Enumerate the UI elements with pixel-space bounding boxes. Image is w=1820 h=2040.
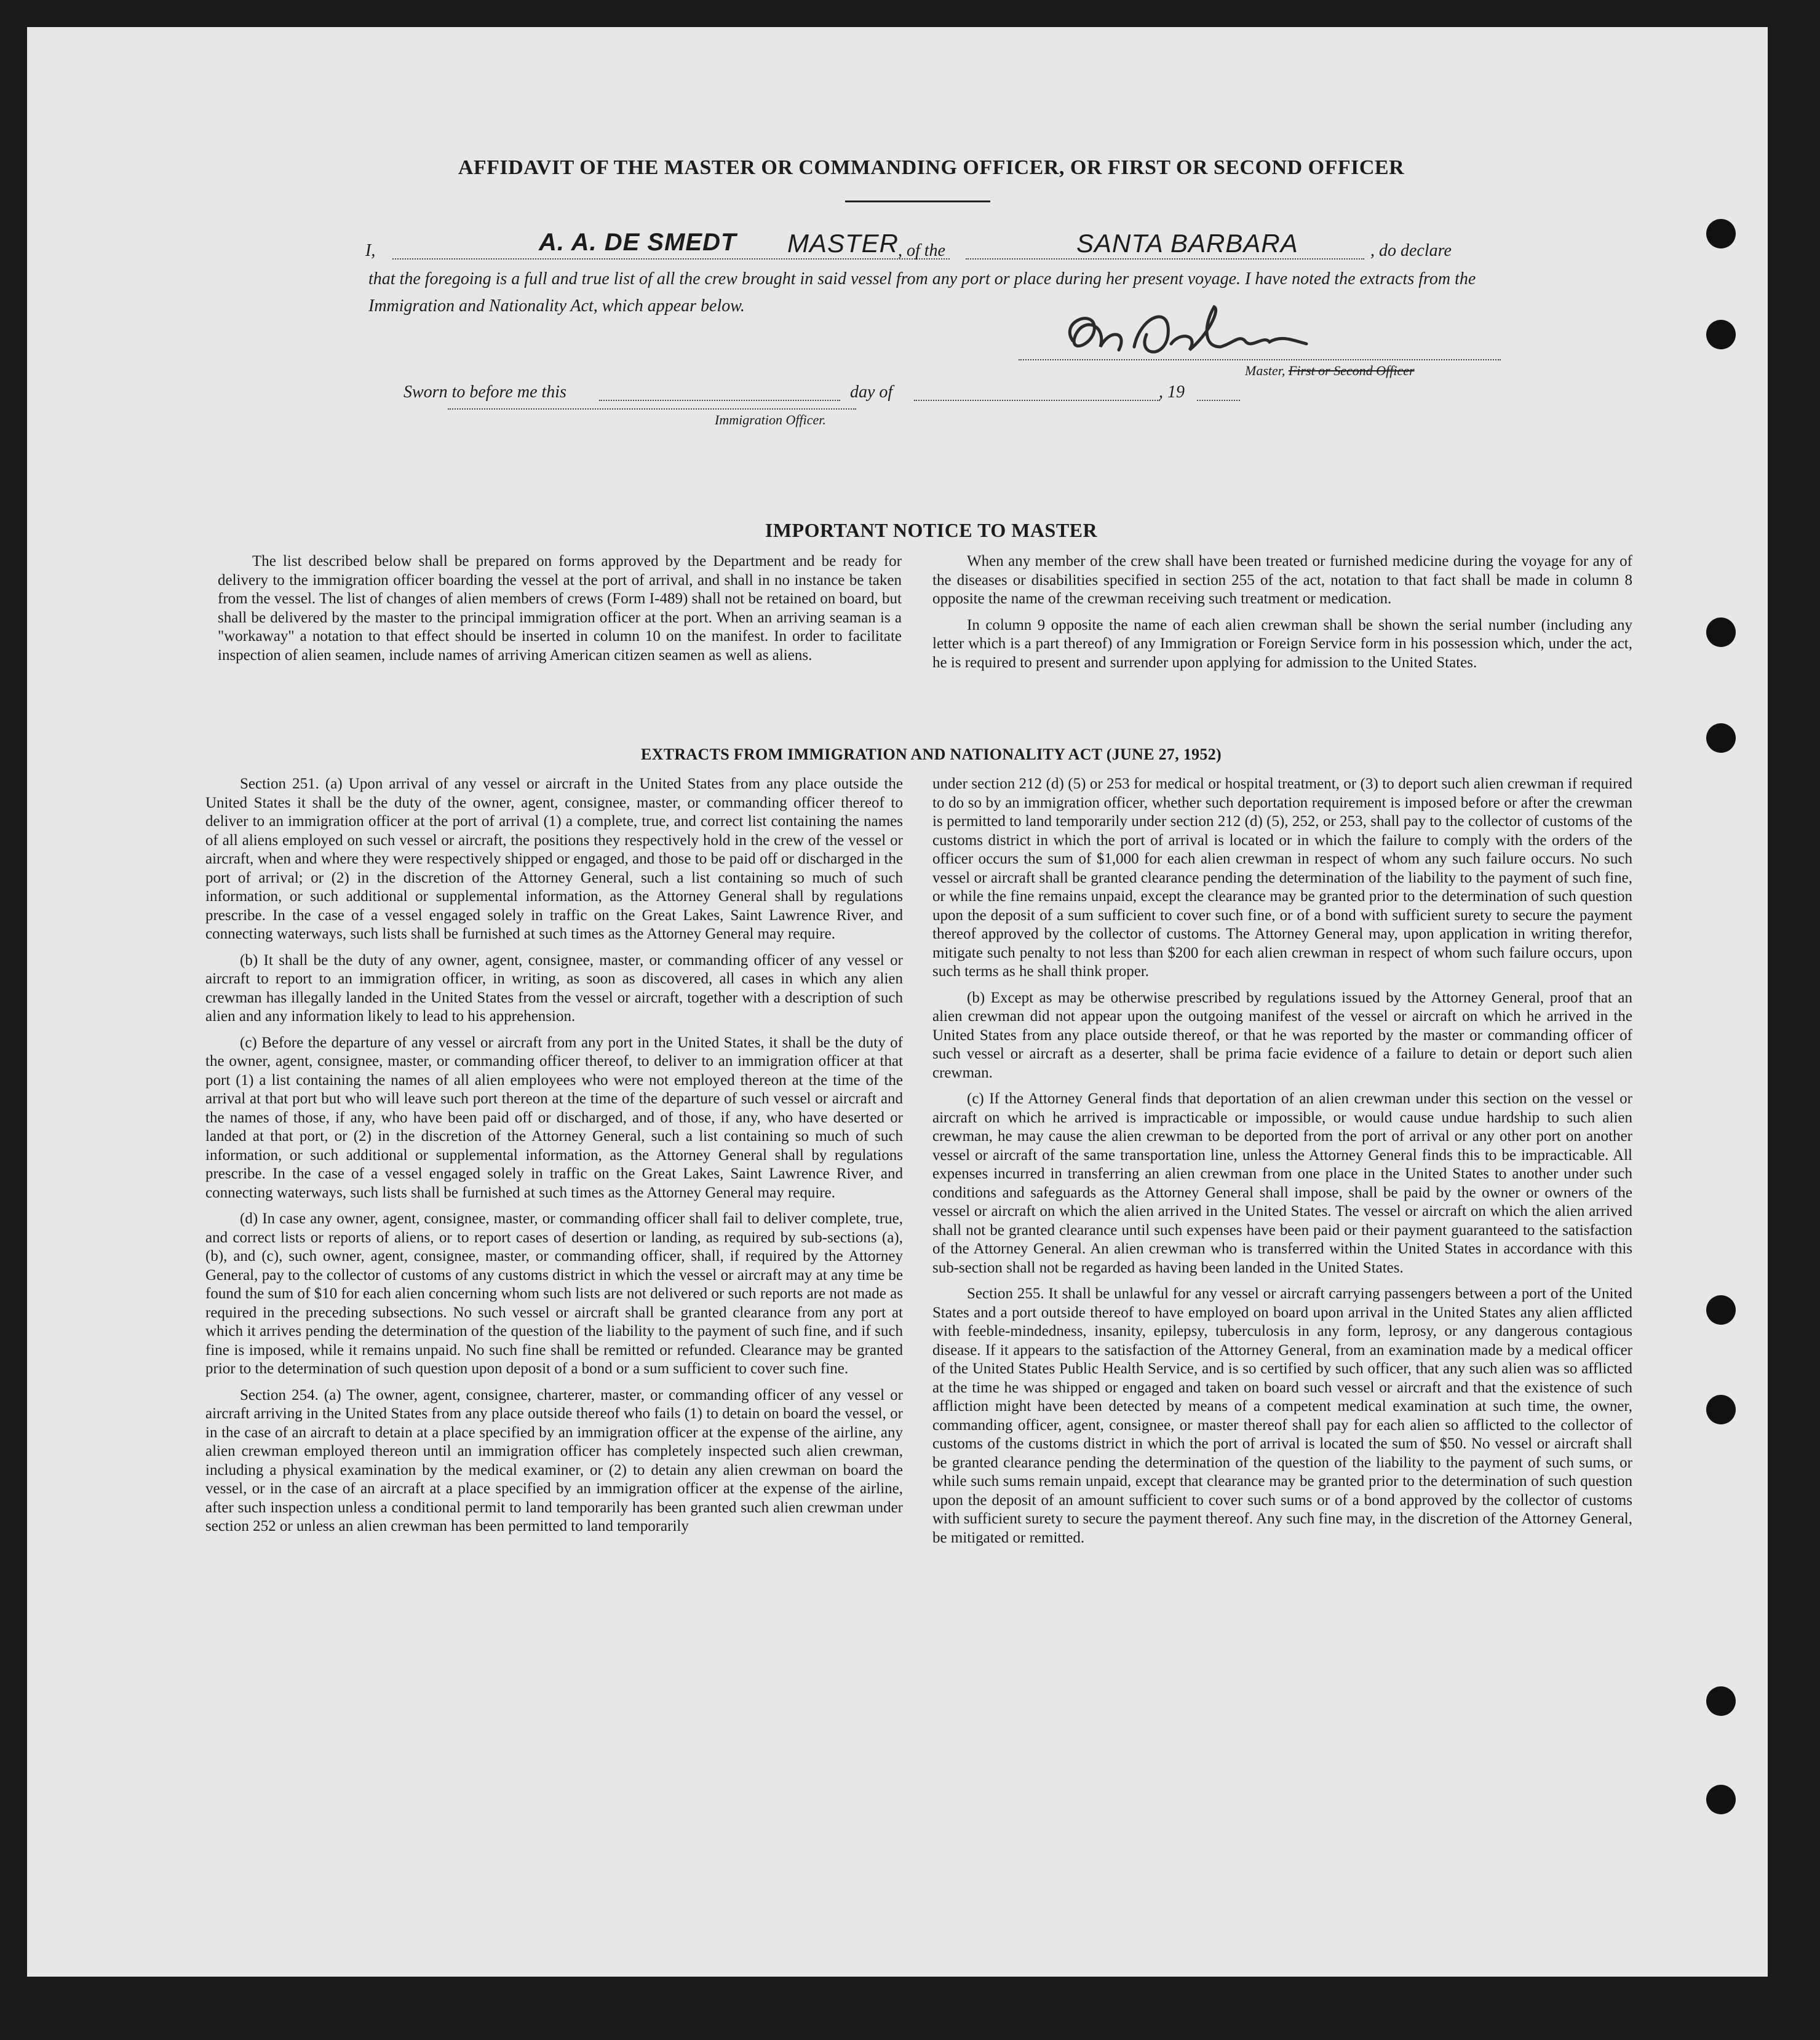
extract-paragraph: (c) If the Attorney General finds that deportation of an alien crewman under this section on the vessel or aircraft on which he arrived is impracticable or impossible, or would cause undue hardship to such alien crewman, he may cause the alien crewman to be deported from the port of arrival or any other port on another vessel or aircraft of the same transportation line, unless the Attorney General finds this to be impracticable. All expenses incurred in transferring an alien crewman from one place in the United States to another under such conditions and safeguards as the Attorney General shall impose, shall be paid by the owner or owners of the vessel or aircraft on which the alien arrived in the United States. The vessel or aircraft on which the alien arrived shall not be granted clearance until such expenses have been paid or their payment guaranteed to the satisfaction of the Attorney General. An alien crewman who is transferred within the United States in accordance with this sub-section shall not be regarded as having been landed in the United States.	[932, 1090, 1632, 1276]
declaration-statement: that the foregoing is a full and true list of all the crew brought in said vessel from any port or place during her present voyage. I have noted the extracts from the Immigration and Nationality Act, which appear below.	[368, 269, 1476, 316]
title-rule	[845, 200, 990, 202]
notice-right-paragraph-1: When any member of the crew shall have been treated or furnished medicine during the voyage for any of the diseases or disabilities specified in section 255 of the act, notation to that fact shall be made in column 8 opposite the name of the crewman receiving such treatment or medication.	[932, 553, 1632, 607]
master-signature	[1048, 298, 1417, 371]
extract-paragraph: (d) In case any owner, agent, consignee, master, or commanding officer shall fail to deliver complete, true, and correct lists or reports of aliens, or to report cases of desertion or landing, as required by sub-sections (a), (b), and (c), such owner, agent, consignee, master, or commanding officer, shall, if required by the Attorney General, pay to the collector of customs of any customs district in which the vessel or aircraft may at any time be found the sum of $10 for each alien concerning whom such lists are not delivered or such reports are not made as required in the preceding subsections. No such vessel or aircraft shall be granted clearance from any port at which it arrives pending the determination of the question of the liability to the payment of such fine, and if such fine is imposed, while it remains unpaid. No such fine shall be remitted or refunded. Clearance may be granted prior to the determination of such question upon deposit of a bond or a sum sufficient to cover such fine.	[205, 1210, 903, 1377]
master-name-value: A. A. DE SMEDT	[539, 229, 737, 256]
declaration-line	[365, 230, 1497, 264]
punch-hole	[1706, 1295, 1736, 1325]
document-page	[27, 27, 1768, 1977]
sworn-line	[403, 379, 1277, 406]
year-blank	[1197, 400, 1240, 401]
notice-right-paragraph-2: In column 9 opposite the name of each alien crewman shall be shown the serial number (including any letter which is a part thereof) of any Immigration or Foreign Service form in his possession which, under the act, he is required to present and surrender upon applying for admission to the United States.	[932, 616, 1632, 671]
notice-left-column	[218, 552, 902, 672]
extract-paragraph: (b) It shall be the duty of any owner, agent, consignee, master, or commanding officer of any vessel or aircraft to report to an immigration officer, in writing, as soon as discovered, all cases in which any alien crewman has illegally landed in the United States from the vessel or aircraft, together with a description of such alien and any information likely to lead to his apprehension.	[205, 951, 903, 1025]
extracts-left-column	[205, 775, 903, 1544]
notice-title: IMPORTANT NOTICE TO MASTER	[765, 519, 1098, 541]
punch-hole	[1706, 219, 1736, 248]
extract-paragraph: (b) Except as may be otherwise prescribed by regulations issued by the Attorney General, proof that an alien crewman did not appear upon the outgoing manifest of the vessel or aircraft on which he arrived in the United States from any place outside thereof, or that he was reported by the master or commanding officer of such vessel or aircraft as a deserter, shall be prima facie evidence of a failure to detain or deport such alien crewman.	[932, 989, 1632, 1081]
prefix-i: I,	[365, 241, 376, 260]
affidavit-title: AFFIDAVIT OF THE MASTER OR COMMANDING OFFICER, OR FIRST OR SECOND OFFICER	[458, 156, 1405, 179]
name-blank	[392, 258, 950, 260]
notice-right-column	[932, 552, 1632, 680]
rank-value: MASTER	[787, 229, 899, 258]
signature-line	[1019, 359, 1501, 360]
day-of-label: day of	[850, 383, 893, 402]
of-the-label: , of the	[898, 241, 945, 260]
punch-hole	[1706, 1395, 1736, 1424]
day-blank	[599, 400, 840, 401]
punch-hole	[1706, 1686, 1736, 1716]
officer-caption: Immigration Officer.	[715, 412, 826, 427]
caption-struck-officer: First or Second Officer	[1288, 363, 1415, 378]
extract-paragraph: Section 251. (a) Upon arrival of any vessel or aircraft in the United States from any place outside the United States it shall be the duty of the owner, agent, consignee, master, or commanding officer thereof to deliver to an immigration officer at the port of arrival (1) a complete, true, and correct list containing the names of all aliens employed on such vessel or aircraft, the positions they respectively hold in the crew of the vessel or aircraft, when and where they were respectively shipped or engaged, and those to be paid off or discharged in the port of arrival; or (2) in the discretion of the Attorney General, such a list containing so much of such information, or such additional or supplemental information, as the Attorney General shall by regulations prescribe. In the case of a vessel engaged solely in traffic on the Great Lakes, Saint Lawrence River, and connecting waterways, such lists shall be furnished at such times as the Attorney General may require.	[205, 776, 903, 942]
vessel-name-value: SANTA BARBARA	[1076, 229, 1298, 258]
punch-hole	[1706, 320, 1736, 349]
punch-hole	[1706, 1785, 1736, 1814]
punch-hole	[1706, 723, 1736, 753]
caption-master: Master,	[1245, 363, 1286, 378]
sworn-label: Sworn to before me this	[403, 383, 566, 402]
extract-paragraph: Section 255. It shall be unlawful for any vessel or aircraft carrying passengers between a port of the United States and a port outside thereof to have employed on board upon arrival in the United States any alien afflicted with feeble-mindedness, insanity, epilepsy, tuberculosis in any form, leprosy, or any dangerous contagious disease. If it appears to the satisfaction of the Attorney General, from an examination made by a medical officer of the United States Public Health Service, and is so certified by such officer, that any such alien was so afflicted at the time he was shipped or engaged and taken on board such vessel or aircraft and that the existence of such affliction might have been detected by means of a competent medical examination at such time, the owner, commanding officer, agent, consignee, or master thereof shall pay for each alien so afflicted to the collector of customs of the customs district in which the port of arrival is located the sum of $50. No vessel or aircraft shall be granted clearance pending the determination of the question of the liability to the payment of such sums, or while such sums remain unpaid, except that clearance may be granted prior to the determination of such question upon the deposit of an amount sufficient to cover such sums or of a bond approved by the collector of customs with sufficient surety to secure the payment thereof. Any such fine may, in the discretion of the Attorney General, be mitigated or remitted.	[932, 1285, 1632, 1546]
extract-paragraph: Section 254. (a) The owner, agent, consignee, charterer, master, or commanding officer of any vessel or aircraft arriving in the United States from any place outside thereof who fails (1) to detain on board the vessel, or in the case of an aircraft to detain at a place specified by an immigration officer at the expense of the airline, any alien crewman employed thereon until an immigration officer has completely inspected such alien crewman, including a physical examination by the medical examiner, or (2) to detain any alien crewman on board the vessel, or in the case of an aircraft at a place specified by an immigration officer at the expense of the airline, after such inspection unless a conditional permit to land temporarily has been granted such alien crewman under section 252 or unless an alien crewman has been permitted to land temporarily	[205, 1386, 903, 1534]
notice-left-paragraph: The list described below shall be prepared on forms approved by the Department and be ready for delivery to the immigration officer boarding the vessel at the port of arrival, and shall in no instance be taken from the vessel. The list of changes of alien members of crews (Form I-489) shall not be retained on board, but shall be delivered by the master to the principal immigration officer at the port. When an arriving seaman is a "workaway" a notation to that effect should be inserted in column 10 on the manifest. In order to facilitate inspection of alien seamen, include names of arriving American citizen seamen as well as aliens.	[218, 553, 902, 664]
extract-paragraph: (c) Before the departure of any vessel or aircraft from any port in the United States, it shall be the duty of the owner, agent, consignee, master, or commanding officer thereof, to deliver to an immigration officer at that port (1) a list containing the names of all alien employees who were not employed thereon at the time of the arrival at that port but who will leave such port thereon at the time of the departure of such vessel or aircraft and the names of those, if any, who have been paid off or discharged, and of those, if any, who have deserted or landed at that port, or (2) in the discretion of the Attorney General, such a list containing so much of such information, or such additional or supplemental information, as the Attorney General shall by regulations prescribe. In the case of a vessel engaged solely in traffic on the Great Lakes, Saint Lawrence River, and connecting waterways, such lists shall be furnished at such times as the Attorney General may require.	[205, 1034, 903, 1201]
extract-paragraph: under section 212 (d) (5) or 253 for medical or hospital treatment, or (3) to deport such alien crewman if required to do so by an immigration officer, whether such deportation requirement is imposed before or after the crewman is permitted to land temporarily under section 212 (d) (5), 252, or 253, shall pay to the collector of customs of the customs district in which the port of arrival is located or in which the failure to comply with the orders of the officer occurs the sum of $1,000 for each alien crewman in respect of whom any such failure occurs. No such vessel or aircraft shall be granted clearance pending the determination of the liability to the payment of such fine, or while the fine remains unpaid, except the clearance may be granted prior to the determination of such question upon the deposit of a sum sufficient to cover such fine, or of a bond with sufficient surety to secure the payment thereof approved by the collector of customs. The Attorney General may, upon application in writing therefor, mitigate such penalty to not less than $200 for each alien crewman in respect of whom such failure occurs, upon such terms as he shall think proper.	[932, 776, 1632, 980]
do-declare-label: , do declare	[1370, 241, 1452, 260]
extracts-title: EXTRACTS FROM IMMIGRATION AND NATIONALITY ACT (JUNE 27, 1952)	[640, 745, 1222, 763]
punch-hole	[1706, 617, 1736, 647]
extracts-right-column	[932, 775, 1632, 1555]
officer-signature-line	[448, 408, 856, 410]
year-label: , 19	[1159, 383, 1185, 402]
vessel-blank	[966, 258, 1364, 260]
month-blank	[914, 400, 1160, 401]
signature-caption	[1245, 363, 1415, 379]
